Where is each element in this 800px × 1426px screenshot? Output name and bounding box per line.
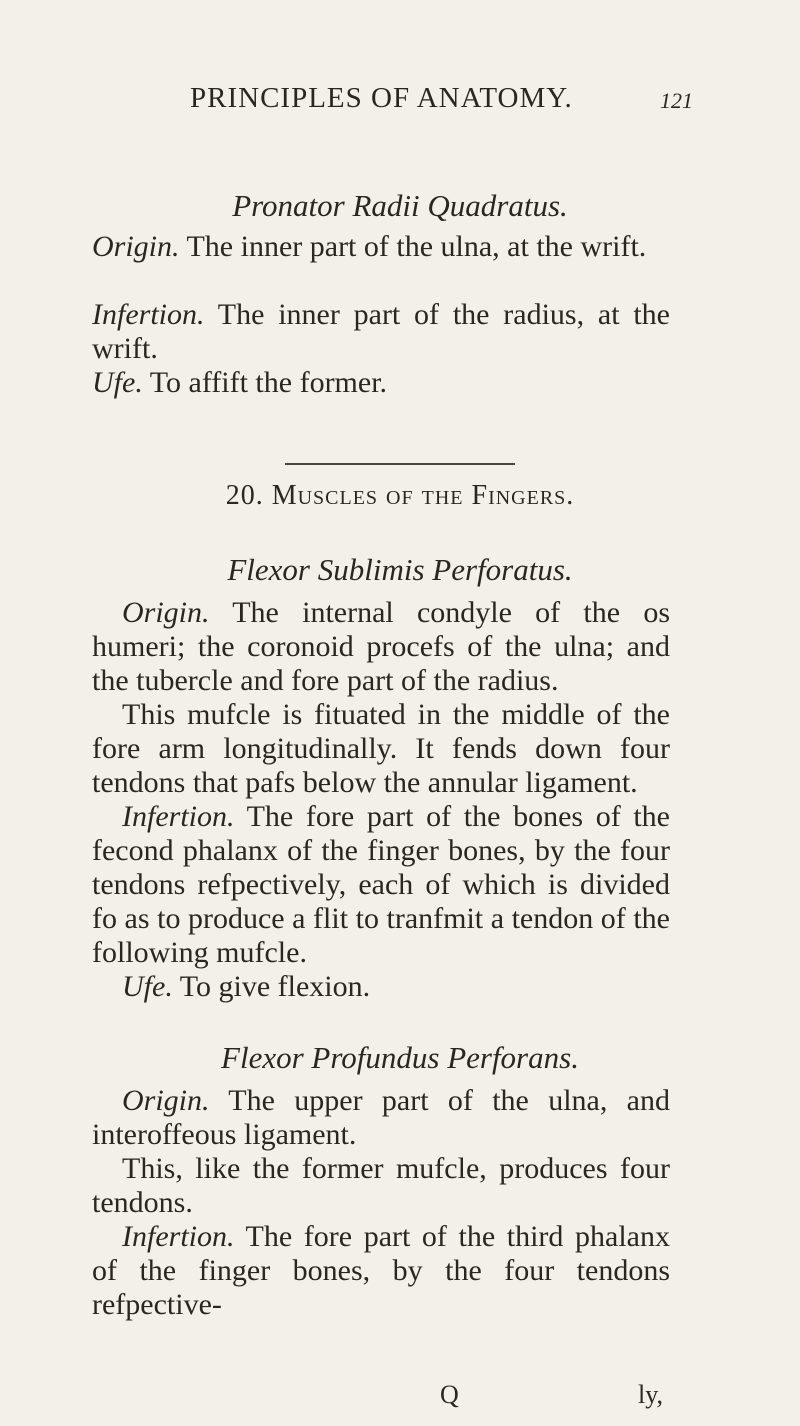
entry-text: This, like the former mufcle, produces four tendons. bbox=[92, 1152, 670, 1219]
entry-label: Ufe. bbox=[122, 970, 173, 1003]
entry-text: The internal condyle of the os humeri; the coronoid procefs of the ulna; and the tubercle and fore part of the radius. bbox=[92, 596, 670, 697]
chapter-number: 20. bbox=[225, 480, 264, 511]
entry-label: Infertion. bbox=[92, 298, 205, 331]
paragraph-description bbox=[92, 698, 670, 800]
page-number: 121 bbox=[660, 88, 693, 113]
running-title: PRINCIPLES OF ANATOMY. bbox=[190, 82, 573, 114]
entry-text: This mufcle is fituated in the middle of the fore arm longitudinally. It fends down four tendons that pafs below the annular ligament. bbox=[92, 698, 670, 799]
paragraph-insertion bbox=[92, 1220, 670, 1322]
entry-label: Origin. bbox=[92, 230, 180, 263]
running-head bbox=[0, 82, 800, 122]
entry-text: To affift the former. bbox=[142, 366, 388, 399]
paragraph-insertion bbox=[92, 298, 670, 366]
paragraph-use bbox=[92, 366, 670, 400]
section-heading-flexor-sublimis: Flexor Sublimis Perforatus. bbox=[227, 552, 573, 587]
entry-text: The inner part of the radius, at the wrift. bbox=[92, 298, 670, 365]
section-heading-flexor-profundus: Flexor Profundus Perforans. bbox=[221, 1040, 579, 1075]
signature-mark: Q bbox=[440, 1380, 459, 1409]
paragraph-origin bbox=[92, 230, 670, 264]
paragraph-insertion bbox=[92, 800, 670, 970]
section-divider bbox=[285, 463, 515, 465]
section-heading-pronator: Pronator Radii Quadratus. bbox=[232, 188, 568, 223]
entry-label: Infertion. bbox=[122, 1220, 235, 1253]
catchword: ly, bbox=[638, 1380, 664, 1409]
entry-text: The fore part of the bones of the fecond phalanx of the finger bones, by the four tendons refpectively, each of which is divided fo as to produce a flit to tranfmit a tendon of the following mufcle. bbox=[92, 800, 670, 969]
chapter-title: Muscles of the Fingers. bbox=[271, 480, 575, 511]
entry-label: Origin. bbox=[122, 596, 210, 629]
paragraph-description bbox=[92, 1152, 670, 1220]
entry-text: The upper part of the ulna, and interoffeous ligament. bbox=[92, 1084, 670, 1151]
entry-text: The inner part of the ulna, at the wrift. bbox=[179, 230, 647, 263]
paragraph-origin bbox=[92, 1084, 670, 1152]
paragraph-use bbox=[92, 970, 670, 1004]
entry-label: Ufe. bbox=[92, 366, 143, 399]
entry-label: Origin. bbox=[122, 1084, 210, 1117]
entry-text: To give flexion. bbox=[172, 970, 371, 1003]
entry-label: Infertion. bbox=[122, 800, 235, 833]
chapter-heading bbox=[0, 480, 800, 512]
paragraph-origin bbox=[92, 596, 670, 698]
entry-text: The fore part of the third phalanx of the finger bones, by the four tendons refpective- bbox=[92, 1220, 670, 1321]
